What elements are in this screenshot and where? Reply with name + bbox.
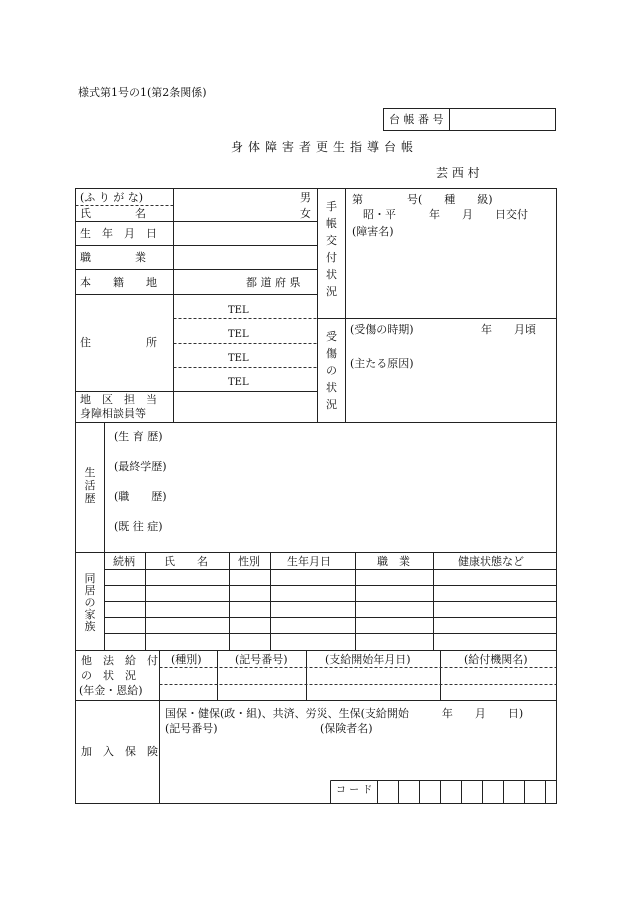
benefits-header-start-date: (支給開始年月日) bbox=[325, 653, 411, 666]
family-header-name: 氏 名 bbox=[164, 555, 208, 568]
other-benefits-label-3: (年金・恩給) bbox=[79, 684, 143, 697]
sex-female-option[interactable]: 女 bbox=[300, 207, 311, 220]
vertical-char: 活 bbox=[84, 479, 96, 492]
vertical-char: 手 bbox=[326, 200, 337, 213]
injury-status-field[interactable] bbox=[346, 319, 556, 422]
code-label: コ ー ド bbox=[336, 785, 373, 796]
vertical-char: 同 bbox=[84, 572, 96, 585]
birth-date-field[interactable] bbox=[174, 222, 317, 245]
village-name: 芸 西 村 bbox=[436, 166, 480, 180]
notebook-status-field[interactable] bbox=[346, 189, 556, 318]
vertical-char: 受 bbox=[326, 330, 337, 343]
benefits-header-agency: (給付機関名) bbox=[464, 653, 528, 666]
vertical-char: 族 bbox=[84, 620, 96, 633]
vertical-char: 状 bbox=[326, 268, 337, 281]
disability-name-label: (障害名) bbox=[352, 225, 394, 238]
tel-label: TEL bbox=[228, 377, 249, 388]
other-benefits-label-1: 他 法 給 付 bbox=[81, 654, 158, 667]
district-counselor-field[interactable] bbox=[174, 392, 317, 422]
family-header-sex: 性別 bbox=[238, 555, 260, 568]
tel-label: TEL bbox=[228, 305, 249, 316]
insurance-field[interactable] bbox=[160, 701, 556, 780]
furigana-label: (ふ り が な) bbox=[80, 191, 144, 204]
insurer-name-label: (保険者名) bbox=[320, 722, 373, 735]
medical-history-label: (既 往 症) bbox=[114, 520, 163, 533]
name-field[interactable] bbox=[174, 189, 294, 221]
benefits-header-type: (種別) bbox=[171, 653, 202, 666]
benefits-table-body[interactable] bbox=[160, 668, 556, 700]
page-title: 身体障害者更生指導台帳 bbox=[231, 140, 419, 154]
district-counselor-label-1: 地 区 担 当 bbox=[80, 393, 157, 406]
injury-cause-label: (主たる原因) bbox=[350, 357, 414, 370]
work-history-label: (職 歴) bbox=[114, 490, 167, 503]
address-label: 住 所 bbox=[80, 336, 157, 349]
name-label: 氏 名 bbox=[80, 207, 146, 220]
occupation-label: 職 業 bbox=[80, 251, 146, 264]
life-history-side-label bbox=[76, 467, 104, 506]
family-header-relation: 続柄 bbox=[113, 555, 135, 568]
vertical-char: 家 bbox=[84, 608, 96, 621]
notebook-issue-date-line: 昭・平 年 月 日交付 bbox=[363, 208, 528, 221]
vertical-char: 傷 bbox=[326, 347, 337, 360]
district-counselor-label-2: 身障相談員等 bbox=[80, 407, 146, 420]
sex-male-option[interactable]: 男 bbox=[300, 191, 311, 204]
notebook-status-side-label bbox=[318, 201, 345, 303]
vertical-char: 況 bbox=[326, 398, 337, 411]
tel-label: TEL bbox=[228, 329, 249, 340]
benefits-header-number: (記号番号) bbox=[235, 653, 288, 666]
domicile-label: 本 籍 地 bbox=[80, 276, 157, 289]
code-input-boxes[interactable] bbox=[378, 781, 556, 803]
vertical-char: 居 bbox=[84, 584, 96, 597]
education-label: (最終学歴) bbox=[114, 460, 167, 473]
vertical-char: 帳 bbox=[326, 217, 337, 230]
vertical-char: 況 bbox=[326, 285, 337, 298]
vertical-char: 生 bbox=[84, 466, 96, 479]
register-number-label: 台 帳 番 号 bbox=[389, 113, 444, 126]
vertical-char: の bbox=[84, 596, 96, 609]
occupation-field[interactable] bbox=[174, 246, 317, 269]
birth-date-label: 生 年 月 日 bbox=[80, 227, 157, 240]
injury-time-suffix: 年 月頃 bbox=[481, 323, 536, 336]
family-header-birth: 生年月日 bbox=[287, 555, 331, 568]
family-header-health: 健康状態など bbox=[458, 555, 524, 568]
register-number-field[interactable] bbox=[450, 109, 555, 130]
notebook-number-line: 第 号( 種 級) bbox=[352, 193, 493, 206]
insurance-label: 加 入 保 険 bbox=[81, 745, 158, 758]
other-benefits-label-2: の 状 況 bbox=[81, 669, 136, 682]
vertical-char: の bbox=[326, 364, 337, 377]
vertical-char: 付 bbox=[326, 251, 337, 264]
upbringing-label: (生 育 歴) bbox=[114, 430, 163, 443]
form-number-label: 様式第1号の1(第2条関係) bbox=[78, 86, 207, 99]
prefecture-suffix: 都 道 府 県 bbox=[246, 276, 301, 289]
family-header-occupation: 職 業 bbox=[377, 555, 410, 568]
insurance-types-line: 国保・健保(政・組)、共済、労災、生保(支給開始 年 月 日) bbox=[165, 707, 524, 720]
injury-status-side-label bbox=[318, 331, 345, 416]
vertical-char: 歴 bbox=[84, 492, 96, 505]
vertical-char: 交 bbox=[326, 234, 337, 247]
family-side-label bbox=[76, 573, 104, 633]
vertical-char: 状 bbox=[326, 381, 337, 394]
life-history-field[interactable] bbox=[105, 423, 556, 552]
injury-time-label: (受傷の時期) bbox=[350, 323, 414, 336]
tel-label: TEL bbox=[228, 353, 249, 364]
family-table-body[interactable] bbox=[105, 570, 556, 650]
insurance-number-label: (記号番号) bbox=[165, 722, 218, 735]
